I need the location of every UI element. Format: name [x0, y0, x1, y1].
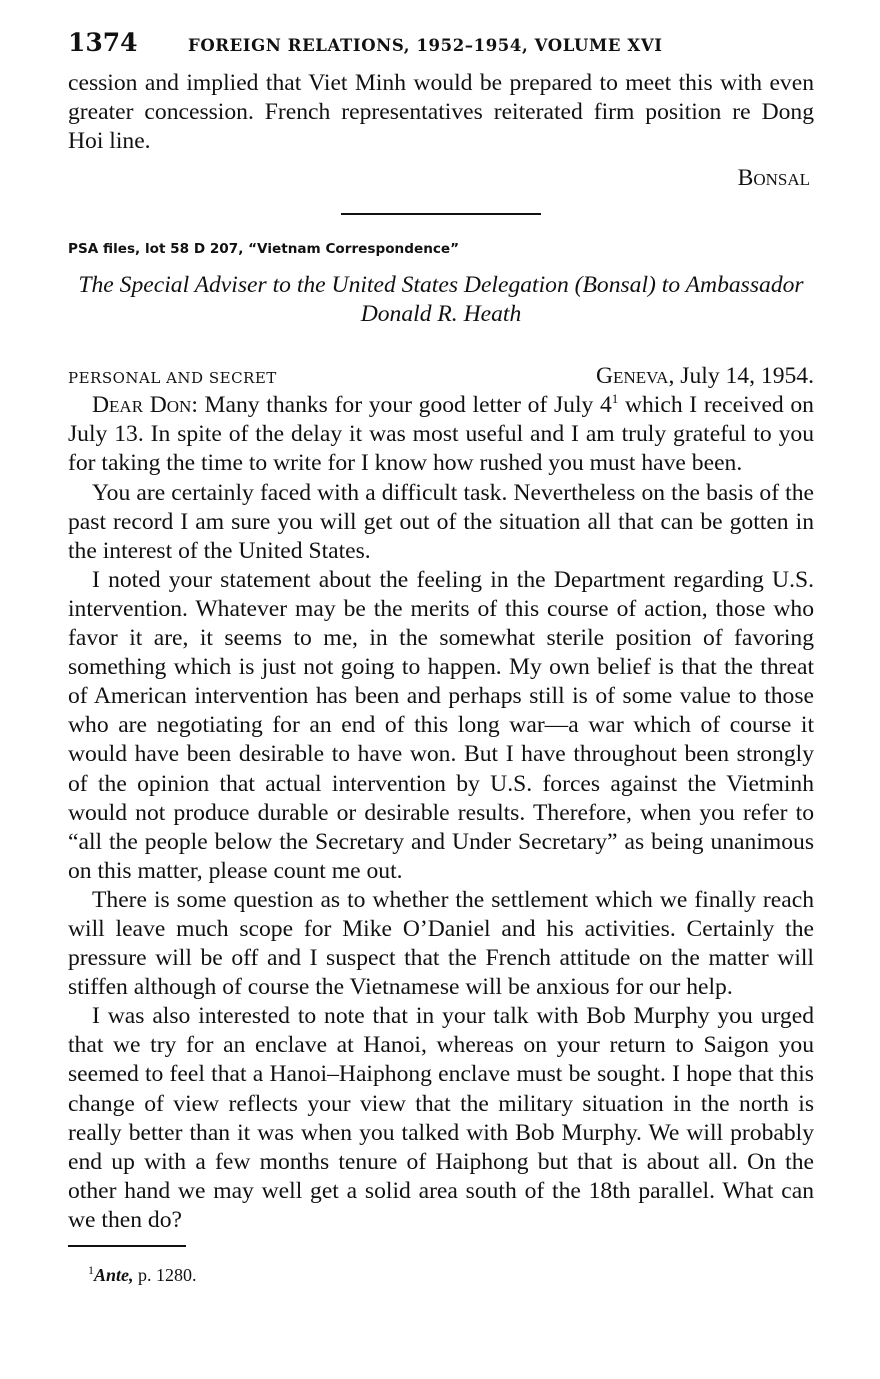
footnote-reference[interactable]: 1	[611, 391, 619, 407]
salutation: Dear Don	[92, 392, 192, 419]
footnote-divider	[68, 1245, 186, 1247]
prior-document-signature: Bonsal	[737, 165, 810, 192]
source-citation: PSA files, lot 58 D 207, “Vietnam Correspondence”	[68, 241, 460, 258]
footnote-mark: 1	[88, 1263, 94, 1277]
salutation-punct: :	[191, 392, 198, 419]
place-and-date	[596, 363, 814, 390]
dateline	[68, 363, 814, 390]
footnote-text: p. 1280.	[133, 1265, 197, 1285]
letter-date: July 14, 1954.	[680, 363, 814, 390]
paragraph-1-part-b: which I received on July 13. In spite of the delay it was most useful and I am truly grateful to you for taking the time to write for I know how rushed you must have been.	[68, 392, 814, 477]
paragraph-1-part-a: Many thanks for your good letter of July 4	[197, 392, 612, 419]
letter-paragraph-4: There is some question as to whether the settlement which we finally reach will leave much scope for Mike O’Daniel and his activities. Certainly the pressure will be off and I suspect that the French attitude on the matter will stiffen although of course the Vietnamese will be anxious for our help.	[68, 886, 814, 1001]
classification-label: PERSONAL AND SECRET	[68, 369, 277, 388]
place: Geneva,	[596, 363, 675, 390]
letter-paragraph-1	[68, 391, 814, 478]
continuation-paragraph: cession and implied that Viet Minh would be prepared to meet this with even greater concession. French representatives reiterated firm position re Dong Hoi line.	[68, 70, 814, 155]
footnote-ref-word: Ante,	[94, 1265, 134, 1285]
footnote	[88, 1263, 814, 1286]
letter-paragraph-2: You are certainly faced with a difficult task. Nevertheless on the basis of the past record I am sure you will get out of the situation all that can be gotten in the interest of the United States.	[68, 479, 814, 564]
letter-paragraph-3: I noted your statement about the feeling in the Department regarding U.S. intervention. Whatever may be the merits of this course of action, those who favor it are, it seems to me, in the somewhat sterile position of favoring something which is just not going to happen. My own belief is that the threat of American intervention has been and perhaps still is of some value to those who are negotiating for an end of this long war—a war which of course it would have been desirable to have won. But I have throughout been strongly of the opinion that actual intervention by U.S. forces against the Vietminh would not produce durable or desirable results. Therefore, when you refer to “all the people below the Secretary and Under Secretary” as being unanimous on this matter, please count me out.	[68, 566, 814, 884]
letter-paragraph-5: I was also interested to note that in your talk with Bob Murphy you urged that we try for an enclave at Hanoi, whereas on your return to Saigon you seemed to feel that a Hanoi–Haiphong enclave must be sought. I hope that this change of view reflects your view that the military situation in the north is really better than it was when you talked with Bob Murphy. We will probably end up with a few months tenure of Haiphong but that is about all. On the other hand we may well get a solid area south of the 18th parallel. What can we then do?	[68, 1003, 814, 1233]
document-title: The Special Adviser to the United States Delegation (Bonsal) to Ambassador Donald R. Heath	[78, 272, 804, 328]
running-header	[68, 28, 814, 57]
running-title: FOREIGN RELATIONS, 1952–1954, VOLUME XVI	[188, 36, 663, 55]
page-number: 1374	[68, 28, 138, 57]
section-divider	[341, 213, 541, 215]
